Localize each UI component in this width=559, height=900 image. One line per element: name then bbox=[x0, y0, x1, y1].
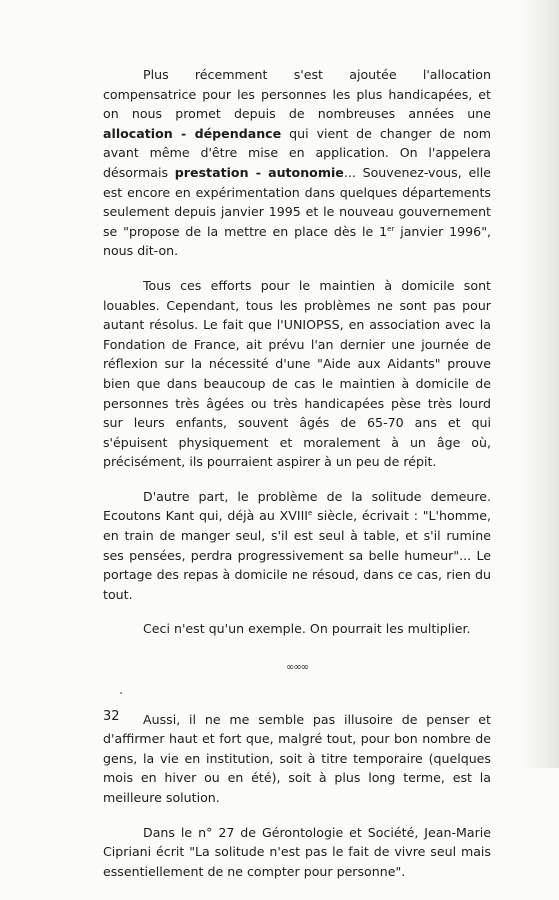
body-text bbox=[103, 65, 491, 900]
text-run: Dans le n° 27 de Gérontologie et Société, Jean-Marie Cipriani écrit "La solitude n'est pas le fait de vivre seul mais essentiellement de ne compter pour personne". bbox=[103, 824, 491, 879]
text-run: ... Souvenez-vous, elle est encore en expérimentation dans quelques départements seulement depuis janvier 1995 et le nouveau gouvernement se "propose de la mettre en place dès le 1 bbox=[103, 164, 491, 239]
scan-speck bbox=[120, 692, 122, 694]
paragraph bbox=[103, 487, 491, 605]
paragraph bbox=[103, 276, 491, 472]
paragraph bbox=[103, 823, 491, 882]
text-run: Plus récemment s'est ajoutée l'allocation compensatrice pour les personnes les plus handicapées, et on nous promet depuis de nombreuses années une bbox=[103, 67, 491, 122]
page-number: 32 bbox=[103, 709, 120, 724]
text-run: janvier 1996", nous dit-on. bbox=[103, 223, 491, 259]
text-run: siècle, écrivait : "L'homme, en train de manger seul, s'il est seul à table, et s'il rumine ses pensées, perdra progressivement sa belle humeur"... Le portage des repas à domicile ne résoud, dans ce cas, rien du tout. bbox=[103, 508, 491, 602]
text-run: Aussi, il ne me semble pas illusoire de penser et d'affirmer haut et fort que, malgré tout, pour bon nombre de gens, la vie en institution, soit à titre temporaire (quelques mois en hiver ou en été), soit à plus long terme, est la meilleure solution. bbox=[103, 711, 491, 805]
paragraph bbox=[103, 619, 491, 639]
superscript: er bbox=[387, 224, 395, 233]
text-run: D'autre part, le problème de la solitude demeure. Ecoutons Kant qui, déjà au XVIII bbox=[103, 488, 491, 524]
paragraphs-after-separator bbox=[103, 710, 491, 882]
text-run: Ceci n'est qu'un exemple. On pourrait les multiplier. bbox=[143, 621, 471, 637]
paragraph bbox=[103, 710, 491, 808]
text-run: qui vient de changer de nom avant même d'être mise en application. On l'appelera désormais bbox=[103, 125, 492, 180]
superscript: e bbox=[308, 509, 313, 518]
ornament-separator: ∞∞∞ bbox=[286, 662, 308, 674]
bold-term: allocation - dépendance bbox=[103, 125, 282, 141]
bold-term: prestation - autonomie bbox=[174, 164, 344, 180]
paragraphs-before-separator bbox=[103, 65, 491, 639]
text-run: Tous ces efforts pour le maintien à domicile sont louables. Cependant, tous les problèmes ne sont pas pour autant résolus. Le fait que l'UNIOPSS, en association avec la Fondation de France, ait prévu l'an dernier une journée de réflexion sur la nécessité d'une "Aide aux Aidants" prouve bien que dans beaucoup de cas le maintien à domicile de personnes très âgées ou très handicapées pèse très lourd sur leurs enfants, souvent âgés de 65-70 ans et qui s'épuisent physiquement et moralement à un âge où, précisément, ils pourraient aspirer à un peu de répit. bbox=[103, 277, 491, 470]
paragraph bbox=[103, 65, 491, 261]
